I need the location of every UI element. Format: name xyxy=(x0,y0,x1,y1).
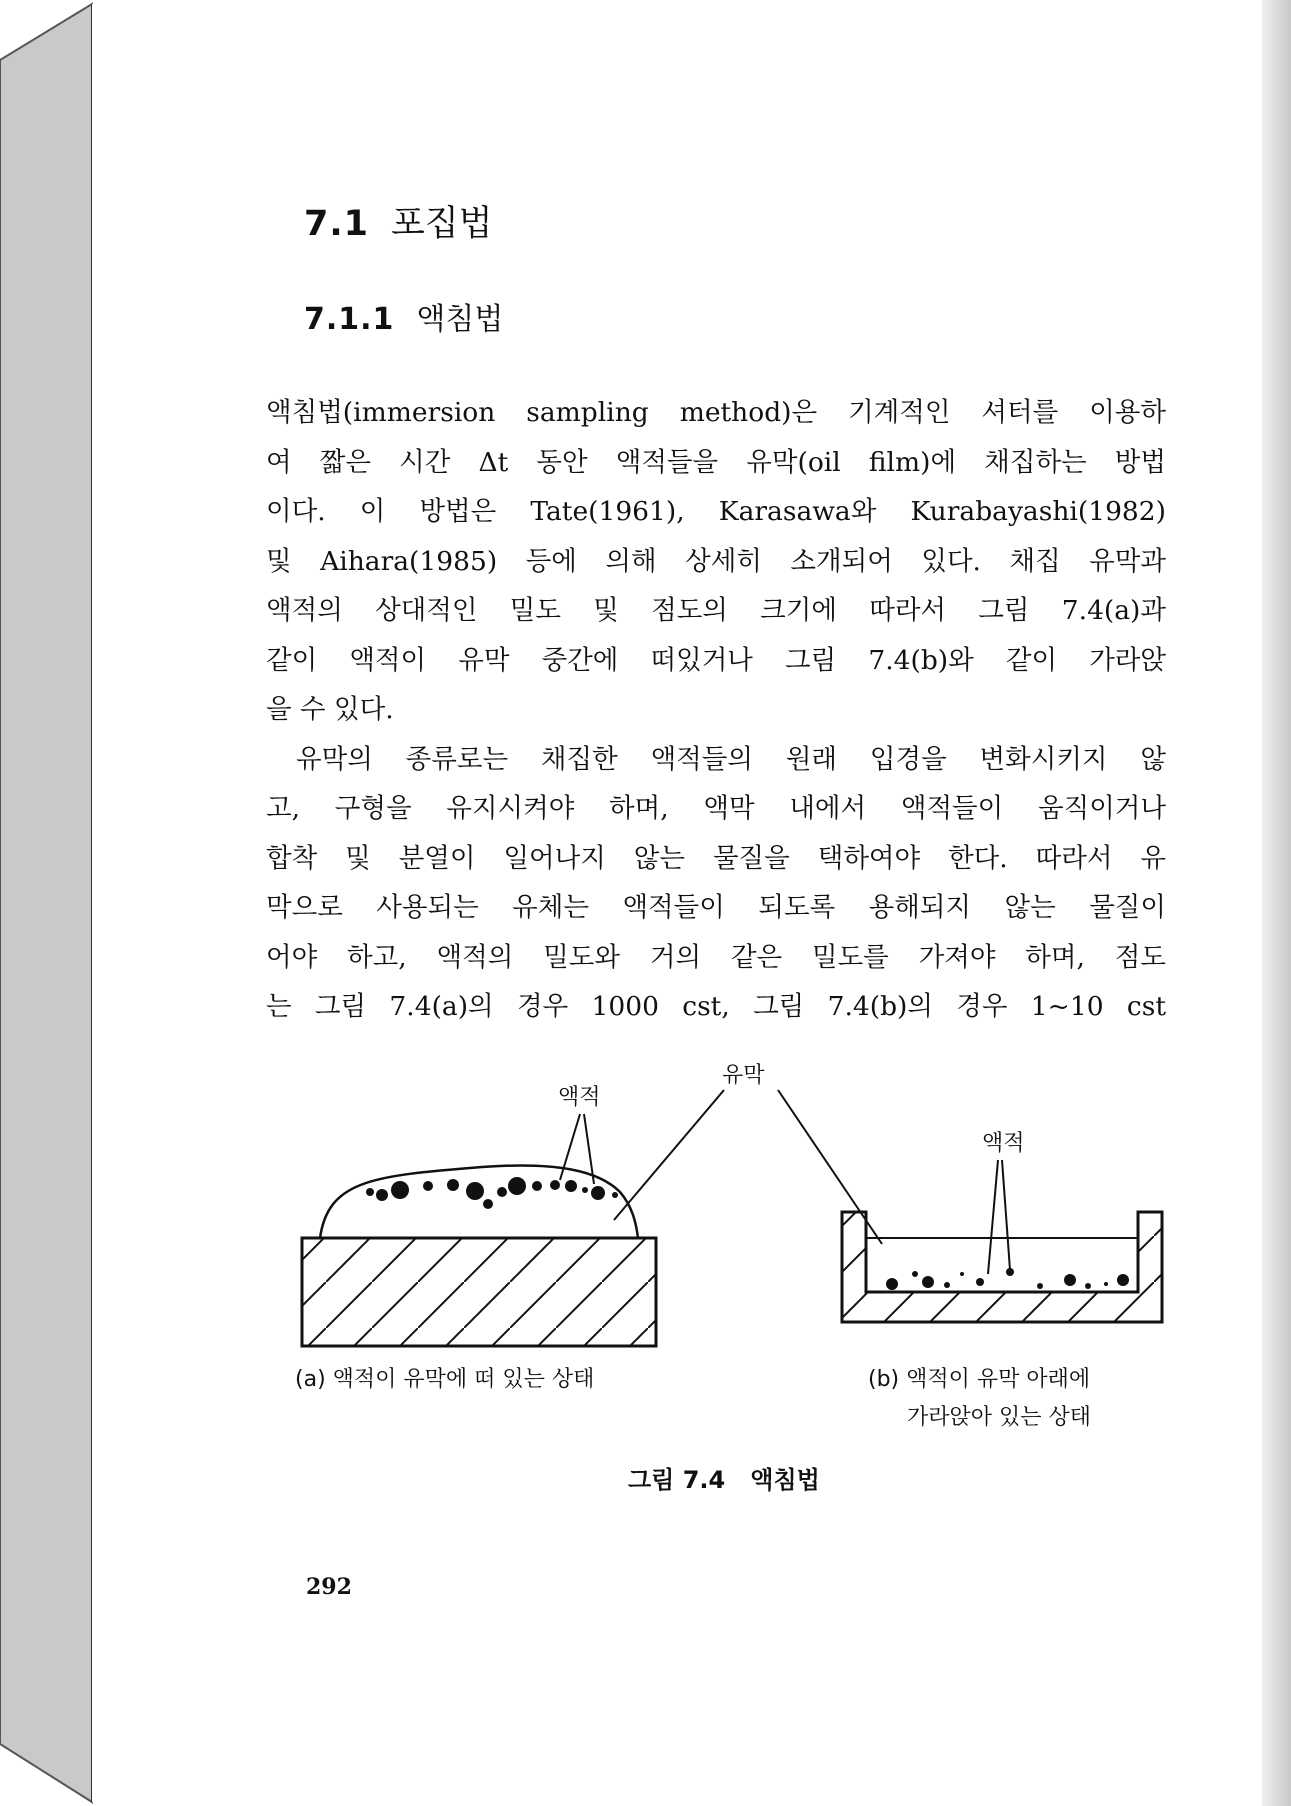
text-line: 는 그림 7.4(a)의 경우 1000 cst, 그림 7.4(b)의 경우 1~10 cst xyxy=(266,991,1166,1022)
subsection-title: 액침법 xyxy=(416,302,504,337)
substrate-a xyxy=(302,1238,656,1346)
text-line: 액침법(immersion sampling method)은 기계적인 셔터를 이용하 xyxy=(266,397,1166,428)
section-title: 포집법 xyxy=(391,204,493,244)
droplets-b xyxy=(886,1268,1129,1290)
text-line: 같이 액적이 유막 중간에 떠있거나 그림 7.4(b)와 같이 가라앉 xyxy=(266,644,1166,676)
text-line: 이다. 이 방법은 Tate(1961), Karasawa와 Kurabayashi(1982) xyxy=(266,496,1166,527)
text-line: 어야 하고, 액적의 밀도와 거의 같은 밀도를 가져야 하며, 점도 xyxy=(266,941,1166,973)
subsection-heading xyxy=(304,294,503,338)
container-b xyxy=(842,1212,1162,1322)
body-text xyxy=(266,388,1166,1032)
text-line: 을 수 있다. xyxy=(266,694,394,725)
oil-film-dome xyxy=(320,1165,638,1238)
text-line: 액적의 상대적인 밀도 및 점도의 크기에 따라서 그림 7.4(a)과 xyxy=(266,595,1166,626)
figure-caption-b-line2: 가라앉아 있는 상태 xyxy=(907,1405,1092,1430)
text-line: 및 Aihara(1985) 등에 의해 상세히 소개되어 있다. 채집 유막과 xyxy=(266,545,1166,577)
leader-line-oil-film-a xyxy=(614,1090,724,1220)
text-line: 여 짧은 시간 Δt 동안 액적들을 유막(oil film)에 채집하는 방법 xyxy=(266,446,1166,478)
figure-title: 그림 7.4 액침법 xyxy=(628,1466,820,1494)
page-edge-shadow xyxy=(1262,0,1291,1806)
section-heading xyxy=(304,196,492,246)
droplets-a xyxy=(366,1177,618,1209)
text-line: 유막의 종류로는 채집한 액적들의 원래 입경을 변화시키지 않 xyxy=(296,743,1166,775)
figure-caption-a: (a) 액적이 유막에 떠 있는 상태 xyxy=(295,1367,595,1392)
label-droplet-a: 액적 xyxy=(558,1085,601,1110)
page-number: 292 xyxy=(306,1574,352,1600)
label-droplet-b: 액적 xyxy=(982,1131,1025,1156)
text-line: 합착 및 분열이 일어나지 않는 물질을 택하여야 한다. 따라서 유 xyxy=(266,842,1166,874)
section-number: 7.1 xyxy=(304,204,370,244)
text-line: 고, 구형을 유지시켜야 하며, 액막 내에서 액적들이 움직이거나 xyxy=(266,793,1166,824)
figure-caption-b-line1: (b) 액적이 유막 아래에 xyxy=(868,1367,1091,1392)
leader-line-droplet-b xyxy=(1002,1160,1010,1270)
text-line: 막으로 사용되는 유체는 액적들이 되도록 용해되지 않는 물질이 xyxy=(266,892,1166,923)
label-oil-film: 유막 xyxy=(722,1063,765,1088)
leader-line-droplet-b xyxy=(988,1160,998,1274)
subsection-number: 7.1.1 xyxy=(304,302,395,337)
